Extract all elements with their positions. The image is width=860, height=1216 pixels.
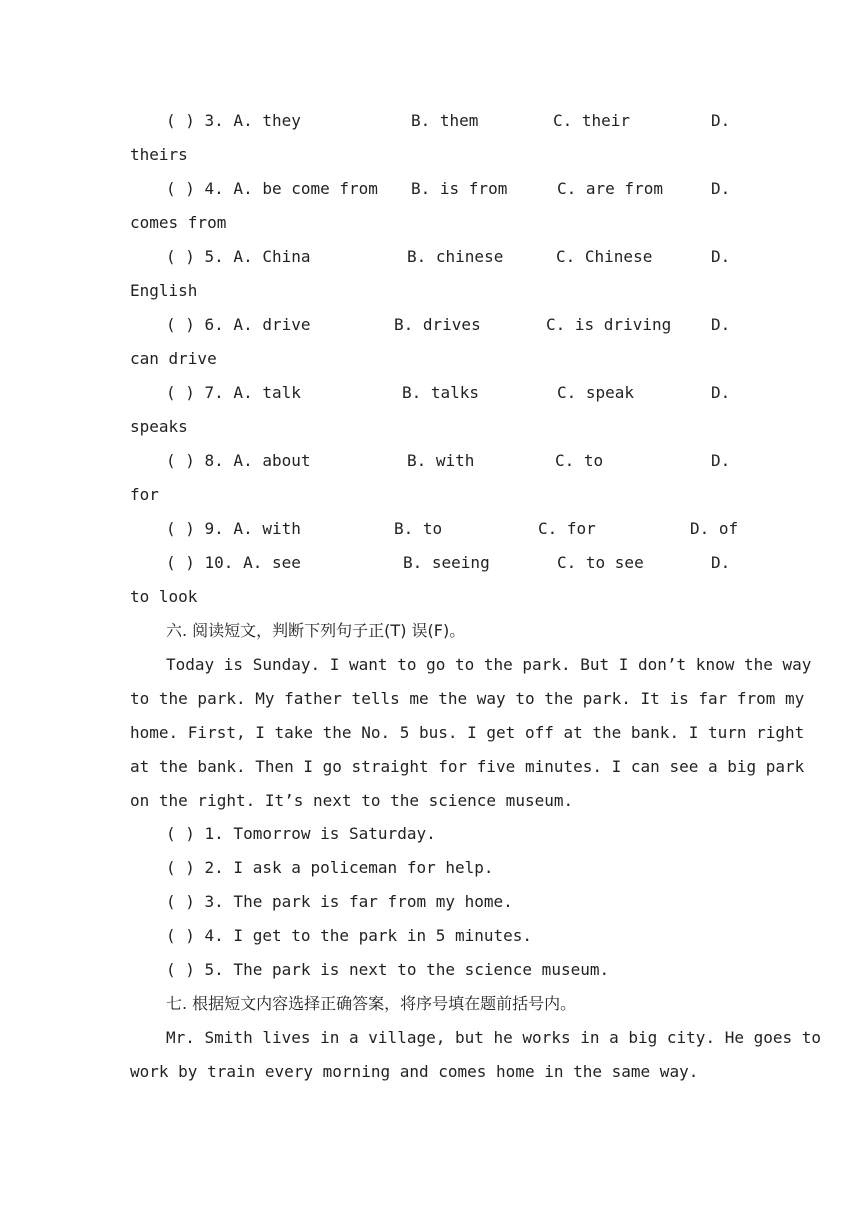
mc-item-6 [166, 308, 730, 342]
mc-item-10-option-c: C. to see [557, 553, 644, 572]
mc-item-8 [166, 444, 730, 478]
mc-item-5-option-c: C. Chinese [556, 247, 653, 266]
mc-item-5 [166, 240, 730, 274]
mc-item-3-wrap: theirs [130, 145, 188, 164]
section-7-heading: 七. 根据短文内容选择正确答案，将序号填在题前括号内。 [166, 994, 577, 1013]
mc-item-9-stem: ( ) 9. A. with [166, 519, 301, 538]
mc-item-4 [166, 172, 730, 206]
mc-item-7-option-c: C. speak [557, 383, 635, 402]
tf-item-5: ( ) 5. The park is next to the science museum. [166, 960, 610, 979]
mc-item-7-wrap: speaks [130, 417, 188, 436]
tf-item-1: ( ) 1. Tomorrow is Saturday. [166, 824, 436, 843]
mc-item-5-wrap: English [130, 281, 198, 300]
mc-item-7 [166, 376, 730, 410]
mc-item-8-option-d: D. [711, 451, 731, 470]
mc-item-6-wrap: can drive [130, 349, 217, 368]
mc-item-10-option-d: D. [711, 553, 731, 572]
section-6-passage-line-5: on the right. It’s next to the science museum. [130, 791, 574, 810]
mc-item-3 [166, 104, 730, 138]
mc-item-5-option-b: B. chinese [407, 247, 504, 266]
section-6-passage-line-1: Today is Sunday. I want to go to the park. But I don’t know the way [166, 655, 812, 674]
mc-item-8-option-b: B. with [407, 451, 475, 470]
mc-item-5-option-d: D. [711, 247, 731, 266]
tf-item-2: ( ) 2. I ask a policeman for help. [166, 858, 494, 877]
mc-item-8-option-c: C. to [555, 451, 604, 470]
mc-item-10-option-b: B. seeing [403, 553, 490, 572]
mc-item-3-stem: ( ) 3. A. they [166, 111, 301, 130]
mc-item-3-option-d: D. [711, 111, 731, 130]
mc-item-6-option-b: B. drives [394, 315, 481, 334]
section-6-passage-line-4: at the bank. Then I go straight for five minutes. I can see a big park [130, 757, 805, 776]
tf-item-4: ( ) 4. I get to the park in 5 minutes. [166, 926, 533, 945]
section-6-passage-line-2: to the park. My father tells me the way to the park. It is far from my [130, 689, 805, 708]
mc-item-4-option-b: B. is from [411, 179, 508, 198]
mc-item-6-option-c: C. is driving [546, 315, 672, 334]
mc-item-4-option-d: D. [711, 179, 731, 198]
section-7-passage-line-1: Mr. Smith lives in a village, but he works in a big city. He goes to [166, 1028, 822, 1047]
mc-item-9-option-c: C. for [538, 519, 596, 538]
mc-item-3-option-b: B. them [411, 111, 479, 130]
mc-item-10-stem: ( ) 10. A. see [166, 553, 301, 572]
mc-item-8-stem: ( ) 8. A. about [166, 451, 311, 470]
mc-item-6-stem: ( ) 6. A. drive [166, 315, 311, 334]
mc-item-4-wrap: comes from [130, 213, 227, 232]
mc-item-7-stem: ( ) 7. A. talk [166, 383, 301, 402]
mc-item-10 [166, 546, 730, 580]
mc-item-9-option-d: D. of [690, 519, 739, 538]
mc-item-5-stem: ( ) 5. A. China [166, 247, 311, 266]
mc-item-4-stem: ( ) 4. A. be come from [166, 179, 378, 198]
mc-item-7-option-b: B. talks [402, 383, 480, 402]
mc-item-7-option-d: D. [711, 383, 731, 402]
mc-item-8-wrap: for [130, 485, 159, 504]
mc-item-6-option-d: D. [711, 315, 731, 334]
section-7-passage-line-2: work by train every morning and comes home in the same way. [130, 1062, 699, 1081]
mc-item-4-option-c: C. are from [557, 179, 663, 198]
mc-item-9 [166, 512, 739, 546]
mc-item-10-wrap: to look [130, 587, 198, 606]
section-6-heading: 六. 阅读短文，判断下列句子正(T) 误(F)。 [166, 621, 466, 640]
mc-item-9-option-b: B. to [394, 519, 443, 538]
tf-item-3: ( ) 3. The park is far from my home. [166, 892, 513, 911]
section-6-passage-line-3: home. First, I take the No. 5 bus. I get off at the bank. I turn right [130, 723, 805, 742]
mc-item-3-option-c: C. their [553, 111, 631, 130]
